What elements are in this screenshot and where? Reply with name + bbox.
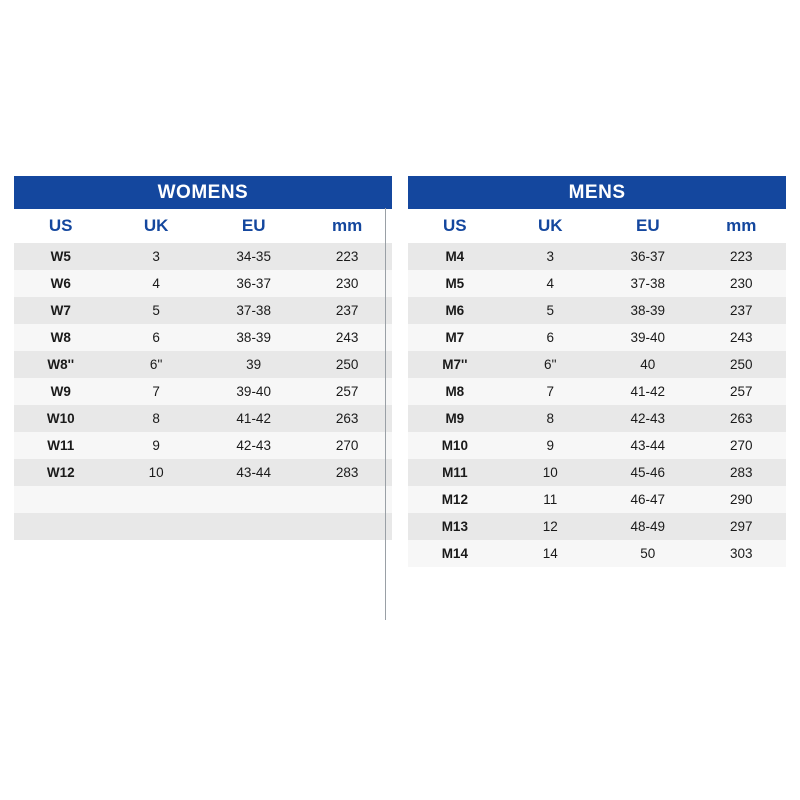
- mens-header-eu: EU: [599, 209, 697, 243]
- womens-empty: [107, 486, 205, 513]
- mens-us: M13: [408, 513, 501, 540]
- table-row: [14, 351, 786, 378]
- table-row: [14, 378, 786, 405]
- womens-us: W5: [14, 243, 107, 270]
- mens-mm: 243: [697, 324, 786, 351]
- mens-eu: 45-46: [599, 459, 697, 486]
- womens-uk: 3: [107, 243, 205, 270]
- womens-header-mm: mm: [302, 209, 391, 243]
- mens-mm: 230: [697, 270, 786, 297]
- womens-empty: [205, 486, 303, 513]
- womens-empty: [302, 486, 391, 513]
- mens-eu: 36-37: [599, 243, 697, 270]
- table-row: [14, 297, 786, 324]
- womens-uk: 4: [107, 270, 205, 297]
- mens-uk: 4: [502, 270, 600, 297]
- mens-uk: 14: [502, 540, 600, 567]
- column-gap: [392, 243, 408, 270]
- womens-eu: 39-40: [205, 378, 303, 405]
- womens-empty: [107, 513, 205, 540]
- womens-empty: [302, 513, 391, 540]
- mens-us: M7: [408, 324, 501, 351]
- womens-empty: [14, 486, 107, 513]
- table-row: [14, 270, 786, 297]
- womens-mm: 257: [302, 378, 391, 405]
- womens-mm: 283: [302, 459, 391, 486]
- womens-us: W8'': [14, 351, 107, 378]
- column-gap: [392, 405, 408, 432]
- mens-uk: 9: [502, 432, 600, 459]
- mens-eu: 42-43: [599, 405, 697, 432]
- column-gap: [392, 176, 408, 209]
- mens-header-uk: UK: [502, 209, 600, 243]
- womens-mm: 270: [302, 432, 391, 459]
- womens-uk: 9: [107, 432, 205, 459]
- womens-us: W7: [14, 297, 107, 324]
- mens-uk: 6: [502, 324, 600, 351]
- womens-banner: WOMENS: [14, 176, 392, 209]
- mens-us: M5: [408, 270, 501, 297]
- womens-eu: 39: [205, 351, 303, 378]
- womens-header-eu: EU: [205, 209, 303, 243]
- mens-mm: 283: [697, 459, 786, 486]
- womens-us: W8: [14, 324, 107, 351]
- womens-eu: 34-35: [205, 243, 303, 270]
- mens-uk: 5: [502, 297, 600, 324]
- womens-eu: 38-39: [205, 324, 303, 351]
- womens-header-uk: UK: [107, 209, 205, 243]
- table-row: [14, 324, 786, 351]
- mens-uk: 7: [502, 378, 600, 405]
- womens-eu: 41-42: [205, 405, 303, 432]
- table-row: [14, 405, 786, 432]
- mens-uk: 10: [502, 459, 600, 486]
- column-gap: [392, 486, 408, 513]
- womens-eu: 42-43: [205, 432, 303, 459]
- womens-mm: 237: [302, 297, 391, 324]
- womens-header-us: US: [14, 209, 107, 243]
- mens-us: M14: [408, 540, 501, 567]
- mens-header-mm: mm: [697, 209, 786, 243]
- womens-empty: [14, 513, 107, 540]
- womens-eu: 37-38: [205, 297, 303, 324]
- mens-eu: 48-49: [599, 513, 697, 540]
- column-gap: [392, 297, 408, 324]
- column-gap: [392, 513, 408, 540]
- table-row: [14, 486, 786, 513]
- mens-mm: 237: [697, 297, 786, 324]
- size-conversion-table: [14, 176, 786, 567]
- column-gap: [392, 378, 408, 405]
- mens-us: M4: [408, 243, 501, 270]
- column-gap: [392, 540, 408, 567]
- mens-mm: 250: [697, 351, 786, 378]
- banner-row: [14, 176, 786, 209]
- womens-uk: 6: [107, 324, 205, 351]
- womens-empty: [205, 540, 303, 567]
- column-gap: [392, 324, 408, 351]
- column-gap: [392, 270, 408, 297]
- womens-empty: [107, 540, 205, 567]
- mens-us: M12: [408, 486, 501, 513]
- womens-empty: [14, 540, 107, 567]
- mens-mm: 303: [697, 540, 786, 567]
- table-row: [14, 513, 786, 540]
- table-row: [14, 243, 786, 270]
- table-row: [14, 459, 786, 486]
- mens-mm: 263: [697, 405, 786, 432]
- column-gap: [392, 351, 408, 378]
- mens-us: M11: [408, 459, 501, 486]
- womens-uk: 8: [107, 405, 205, 432]
- mens-header-us: US: [408, 209, 501, 243]
- mens-mm: 290: [697, 486, 786, 513]
- mens-mm: 223: [697, 243, 786, 270]
- header-row: [14, 209, 786, 243]
- womens-uk: 5: [107, 297, 205, 324]
- mens-eu: 46-47: [599, 486, 697, 513]
- womens-eu: 36-37: [205, 270, 303, 297]
- womens-uk: 7: [107, 378, 205, 405]
- womens-eu: 43-44: [205, 459, 303, 486]
- mens-uk: 8: [502, 405, 600, 432]
- womens-us: W11: [14, 432, 107, 459]
- mens-eu: 43-44: [599, 432, 697, 459]
- womens-uk: 6'': [107, 351, 205, 378]
- womens-mm: 263: [302, 405, 391, 432]
- mens-us: M7'': [408, 351, 501, 378]
- womens-mm: 250: [302, 351, 391, 378]
- mens-us: M6: [408, 297, 501, 324]
- womens-uk: 10: [107, 459, 205, 486]
- column-gap: [392, 432, 408, 459]
- womens-empty: [205, 513, 303, 540]
- womens-empty: [302, 540, 391, 567]
- mens-eu: 41-42: [599, 378, 697, 405]
- mens-eu: 38-39: [599, 297, 697, 324]
- mens-eu: 40: [599, 351, 697, 378]
- mens-us: M8: [408, 378, 501, 405]
- womens-us: W6: [14, 270, 107, 297]
- column-gap: [392, 459, 408, 486]
- womens-mm: 243: [302, 324, 391, 351]
- table-row: [14, 432, 786, 459]
- mens-mm: 270: [697, 432, 786, 459]
- mens-uk: 3: [502, 243, 600, 270]
- mens-uk: 12: [502, 513, 600, 540]
- column-gap: [392, 209, 408, 243]
- womens-mm: 230: [302, 270, 391, 297]
- mens-banner: MENS: [408, 176, 786, 209]
- womens-mm: 223: [302, 243, 391, 270]
- womens-us: W9: [14, 378, 107, 405]
- womens-us: W12: [14, 459, 107, 486]
- mens-mm: 257: [697, 378, 786, 405]
- womens-us: W10: [14, 405, 107, 432]
- mens-eu: 37-38: [599, 270, 697, 297]
- mens-eu: 39-40: [599, 324, 697, 351]
- mens-eu: 50: [599, 540, 697, 567]
- mens-uk: 11: [502, 486, 600, 513]
- mens-us: M9: [408, 405, 501, 432]
- mens-us: M10: [408, 432, 501, 459]
- mens-uk: 6'': [502, 351, 600, 378]
- section-divider: [385, 208, 386, 620]
- mens-mm: 297: [697, 513, 786, 540]
- table-row: [14, 540, 786, 567]
